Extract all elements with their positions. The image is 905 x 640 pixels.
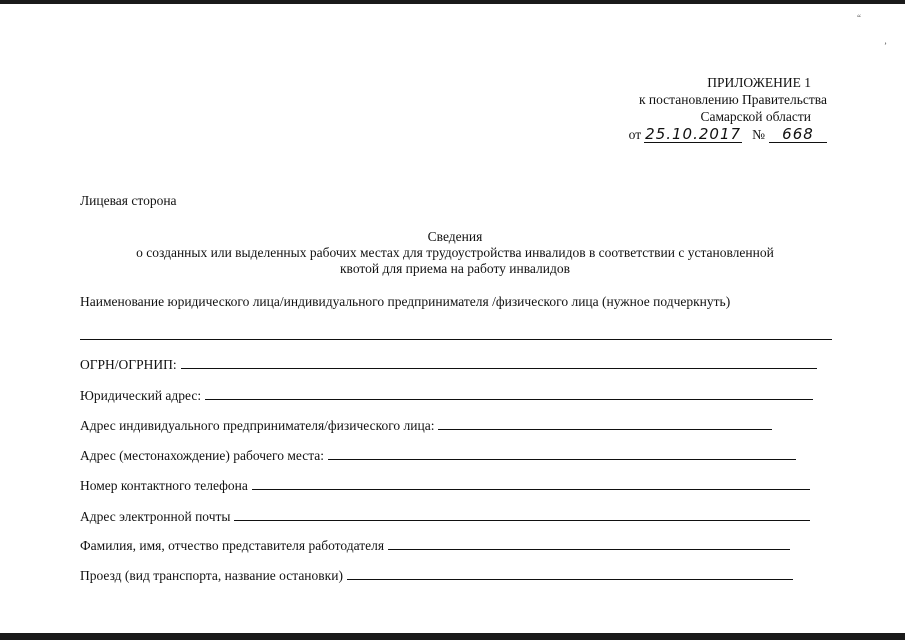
ip-address-row [80,417,772,434]
scan-speck: “ [857,13,861,23]
representative-row [80,537,790,554]
decree-line-2: Самарской области [700,109,811,124]
workplace-address-label: Адрес (местонахождение) рабочего места: [80,448,325,463]
side-label: Лицевая сторона [80,193,177,208]
appendix-title: ПРИЛОЖЕНИЕ 1 [707,75,811,90]
phone-label: Номер контактного телефона [80,478,248,493]
workplace-address-row [80,447,796,464]
ogrn-row [80,356,817,373]
email-label: Адрес электронной почты [80,509,231,524]
legal-address-row [80,387,813,404]
ip-address-field[interactable] [438,417,772,430]
legal-address-label: Юридический адрес: [80,388,202,403]
phone-row [80,477,810,494]
phone-field[interactable] [252,477,810,490]
workplace-address-field[interactable] [328,447,796,460]
title-subtitle-line-1: о созданных или выделенных рабочих местах для трудоустройства инвалидов в соответствии с установленной [136,245,774,260]
transport-row [80,567,793,584]
decree-date: 25.10.2017 [645,125,742,143]
legal-address-field[interactable] [205,387,813,400]
representative-label: Фамилия, имя, отчество представителя работодателя [80,538,385,553]
transport-field[interactable] [347,567,793,580]
title-subtitle-line-2: квотой для приема на работу инвалидов [339,261,570,276]
ogrn-field[interactable] [181,356,817,369]
ip-address-label: Адрес индивидуального предпринимателя/физического лица: [80,418,435,433]
appendix-block [527,74,827,143]
decree-line-1: к постановлению Правительства [638,92,827,107]
number-sign: № [752,127,765,142]
scan-speck: ’ [884,41,887,51]
title-heading: Сведения [427,229,483,244]
email-row [80,508,810,525]
date-prefix: от [628,127,642,142]
transport-label: Проезд (вид транспорта, название остановки) [80,568,343,583]
scan-edge-bottom [0,633,905,640]
decree-date-number [527,126,827,143]
org-name-label: Наименование юридического лица/индивидуального предпринимателя /физического лица (нужное подчеркнуть) [80,294,731,309]
representative-field[interactable] [388,537,790,550]
document-title [80,229,830,277]
ogrn-label: ОГРН/ОГРНИП: [80,357,177,372]
org-name-field[interactable] [80,339,832,340]
scan-edge-top [0,0,905,4]
email-field[interactable] [234,508,810,521]
decree-number: 668 [769,127,827,143]
